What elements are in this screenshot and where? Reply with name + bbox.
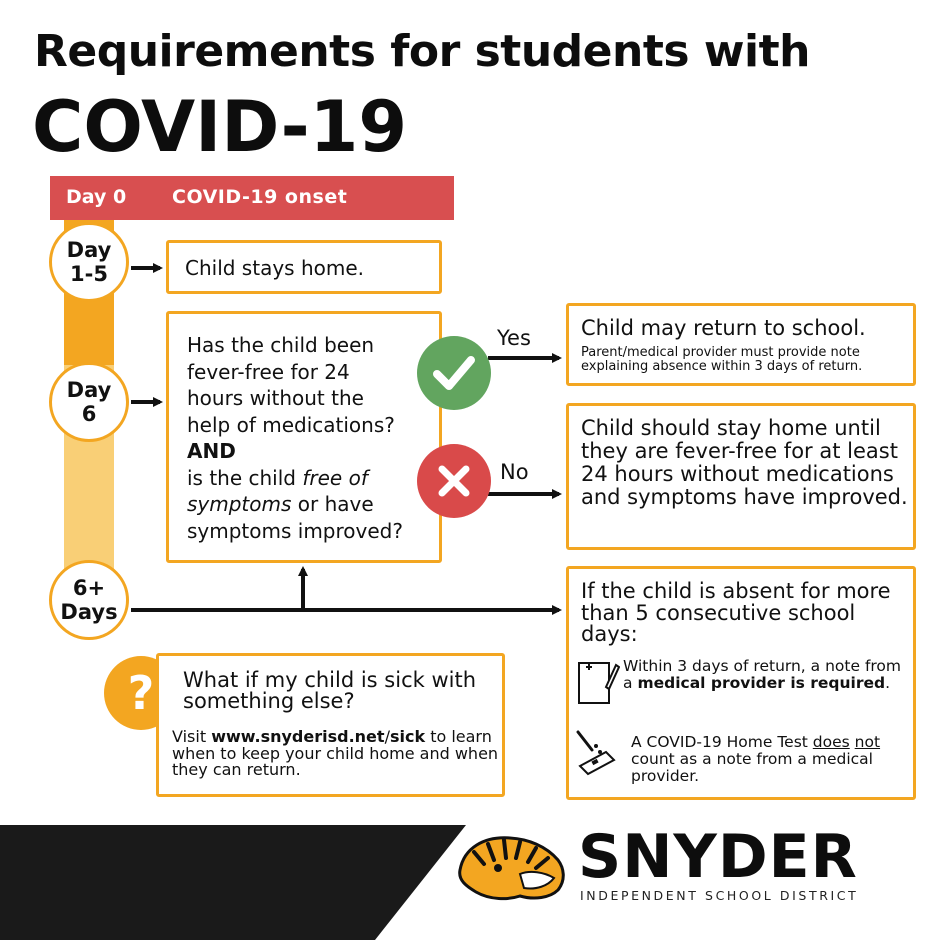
absence-note-1: Within 3 days of return, a note from a medical provider is required.: [623, 657, 902, 692]
day0-text: COVID-19 onset: [172, 186, 348, 208]
title-line-1: Requirements for students with: [34, 26, 810, 77]
check-icon: [417, 336, 491, 410]
day-1-5-line1: Day: [66, 238, 112, 262]
day-6-plus-line1: 6+: [72, 576, 106, 600]
question-text: Has the child been fever-free for 24 hours without the help of medications? AND is the child free of symptoms or have symptoms improved?: [187, 333, 403, 543]
yes-label: Yes: [497, 326, 531, 350]
day0-label: Day 0: [66, 186, 127, 208]
title-line-2: COVID-19: [32, 86, 408, 168]
and-label: AND: [187, 439, 236, 463]
stay-home-box: [166, 240, 442, 294]
district-subtitle: INDEPENDENT SCHOOL DISTRICT: [580, 888, 859, 903]
medical-note-icon: [576, 657, 620, 713]
day-1-5-line2: 1-5: [70, 262, 108, 286]
day-1-5-circle: [49, 222, 129, 302]
day-6-circle: [49, 362, 129, 442]
question-box: [166, 311, 442, 563]
absence-note-2: A COVID-19 Home Test does not count as a note from a medical provider.: [631, 733, 881, 785]
day-6-plus-circle: [49, 560, 129, 640]
stay-home-text: Child stays home.: [185, 256, 364, 280]
absence-title: If the child is absent for more than 5 consecutive school days:: [581, 579, 891, 646]
day-6-plus-line2: Days: [60, 600, 118, 624]
stay-home-until-text: Child should stay home until they are fever-free for at least 24 hours without medications and symptoms have improved.: [581, 416, 908, 509]
day-6-line2: 6: [81, 402, 97, 426]
other-illness-title: What if my child is sick with something else?: [183, 668, 477, 713]
day-6-line1: Day: [66, 378, 112, 402]
no-label: No: [500, 460, 529, 484]
other-illness-box: [156, 653, 505, 797]
return-box: [566, 303, 916, 386]
x-icon: [417, 444, 491, 518]
other-illness-text: Visit www.snyderisd.net/sick to learn when to keep your child home and when they can return.: [172, 727, 499, 779]
home-test-icon: [572, 728, 618, 780]
sick-link[interactable]: www.snyderisd.net/sick: [211, 727, 426, 746]
question-icon: ?: [104, 656, 178, 730]
tiger-logo: [454, 830, 570, 902]
return-note: Parent/medical provider must provide note explaining absence within 3 days of return.: [581, 345, 863, 374]
stay-home-until-box: [566, 403, 916, 550]
return-title: Child may return to school.: [581, 316, 866, 340]
district-name: SNYDER: [578, 822, 858, 892]
